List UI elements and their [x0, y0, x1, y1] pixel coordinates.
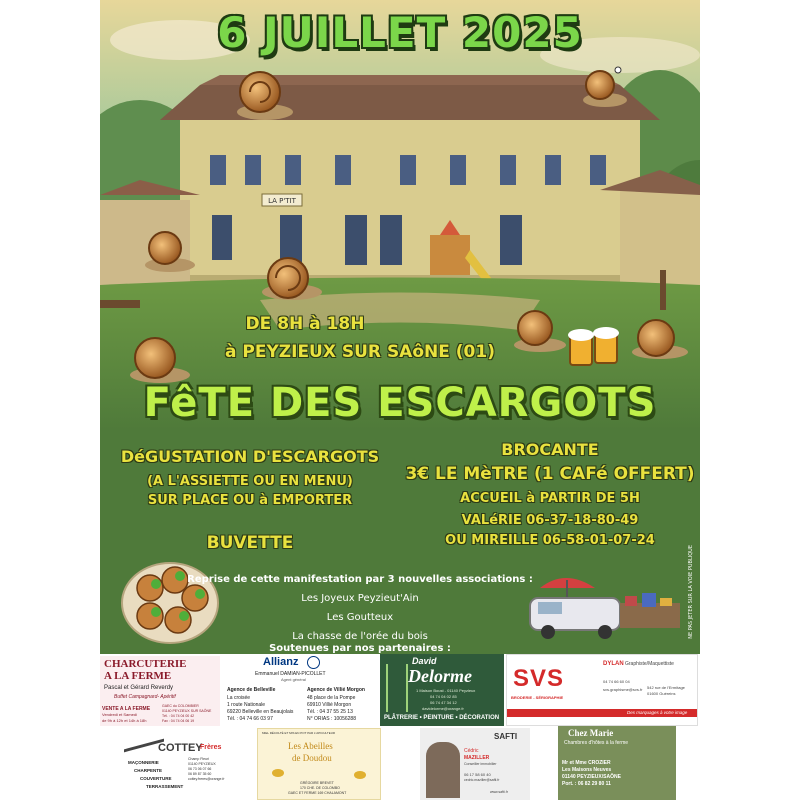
sponsor-abeilles [257, 728, 381, 800]
associations-title: Reprise de cette manifestation par 3 nouvelles associations : [187, 574, 533, 585]
sponsor-name: MAZILLER [464, 755, 490, 761]
degustation-line-1: (A L'ASSIETTE OU EN MENU) [147, 474, 353, 489]
sponsor-line: www.safti.fr [490, 790, 508, 794]
sponsor-line: svs.graphisme@svs.fr [603, 687, 643, 692]
sponsor-line: davidelorme@orange.fr [422, 706, 464, 711]
sponsor-line: N° ORIAS : 10056288 [307, 716, 356, 722]
sponsor-line: Chambres d'hôtes à la ferme [564, 740, 629, 746]
sponsor-line: Tél. : 04 74 66 03 97 [227, 716, 273, 722]
building-sign: LA P'TIT [268, 197, 296, 205]
sponsor-line: cottey.freres@orange.fr [188, 777, 225, 781]
sponsor-line: Mr et Mme CROZIER [562, 760, 611, 766]
sponsor-line: GAEC du COLOMBIER [162, 704, 199, 708]
sponsor-line: 170 CHE. DE COLOMBO [300, 786, 340, 790]
sponsor-chez-marie [558, 726, 676, 800]
degustation-title: DéGUSTATION D'ESCARGOTS [120, 447, 380, 466]
sponsor-line: Conseiller immobilier [464, 762, 497, 766]
sponsor-line: 69220 Belleville en Beaujolais [227, 709, 294, 715]
sponsor-name: A LA FERME [104, 670, 172, 682]
sponsor-service: TERRASSEMENT [146, 784, 184, 789]
sponsor-line: GRÉGOIRE BREVET [300, 781, 334, 785]
sponsor-line: VENTE A LA FERME [102, 706, 151, 712]
fence-post [660, 270, 666, 310]
association-item: Les Joyeux Peyzieut'Ain [301, 593, 419, 604]
association-item: La chasse de l'orée du bois [292, 631, 428, 642]
sponsor-line: Agence de Villié Morgon [307, 687, 365, 693]
sponsor-name: Cédric [464, 748, 479, 754]
event-hours: DE 8H à 18H [245, 314, 365, 334]
partners-title: Soutenues par nos partenaires : [269, 643, 451, 654]
sponsor-line: cedric.maziller@safti.fr [464, 778, 500, 782]
sponsor-service: MAÇONNERIE [128, 760, 159, 765]
sponsor-service: COUVERTURE [140, 776, 172, 781]
side-notice: NE PAS JETER SUR LA VOIE PUBLIQUE [688, 545, 694, 639]
sponsor-line: 04 74 66 60 04 [603, 679, 630, 684]
sponsor-line: 01140 PEYZIEUX [188, 762, 216, 766]
sponsor-delorme [380, 654, 504, 726]
sponsor-line: 06 73 06 07 66 [188, 767, 212, 771]
sponsor-logo: SAFTI [494, 732, 518, 741]
sponsor-name: COTTEY [158, 742, 203, 754]
sponsor-name: Chez Marie [568, 728, 614, 738]
sponsor-line: BRODERIE - SÉRIGRAPHIE [511, 695, 564, 700]
sponsor-charcuterie [100, 656, 220, 726]
sponsor-name: de Doudou [292, 753, 332, 763]
sponsor-line: 01600 Guéreins [647, 691, 676, 696]
sponsor-name: Delorme [408, 666, 472, 686]
sponsor-line: 06 17 58 60 40 [464, 772, 491, 777]
sponsor-line: Agent général [281, 677, 306, 682]
sponsor-line: Vendredi et Samedi [102, 712, 137, 717]
sponsor-strip [100, 654, 700, 800]
sponsor-line: 01140 PEYZIEUX SUR SAÔNE [162, 709, 212, 713]
picnic-table [100, 300, 140, 308]
sponsor-line: Les Maisons Neuves [562, 767, 612, 773]
bee-icon [354, 771, 366, 779]
village-scene [100, 0, 700, 430]
sponsor-allianz [223, 654, 375, 726]
sponsor-line: 1 Maison Boust - 01140 Peyzieux [416, 688, 476, 693]
sponsor-service: CHARPENTE [134, 768, 163, 773]
sponsor-name: Frères [200, 744, 222, 751]
sponsor-owners: Pascal et Gérard Reverdy [104, 685, 174, 691]
sponsor-safti [420, 728, 530, 800]
sponsor-line: Graphiste/Maquettiste [625, 661, 674, 667]
event-place: à PEYZIEUX SUR SAôNE (01) [225, 342, 495, 362]
sponsor-line: Tél. : 04 37 55 25 13 [307, 709, 353, 715]
buvette: BUVETTE [206, 533, 294, 553]
sponsor-line: Champ Fleuri [188, 757, 210, 761]
sponsor-line: 1 route Nationale [227, 702, 266, 708]
bee-icon [272, 769, 284, 777]
sponsor-name: David [412, 656, 437, 666]
sponsor-line: Fax : 04 74 04 06 19 [162, 719, 195, 723]
event-date: 6 JUILLET 2025 [217, 8, 583, 57]
sponsor-cottey [122, 736, 232, 798]
sponsor-line: La croisée [227, 695, 251, 701]
sponsor-line: GAEC ET FERME 169 CHALAMONT [288, 791, 347, 795]
sponsor-line: 06 74 47 34 12 [430, 700, 457, 705]
brocante-accueil: ACCUEIL à PARTIR DE 5H [460, 491, 640, 506]
degustation-line-2: SUR PLACE OU à EMPORTER [147, 493, 353, 508]
poster [100, 0, 700, 800]
allianz-logo-icon [307, 656, 320, 669]
ladder-icon [386, 664, 408, 712]
brocante-contact-1: VALéRIE 06-37-18-80-49 [461, 513, 639, 528]
association-item: Les Goutteux [326, 612, 394, 623]
brocante-price: 3€ LE MèTRE (1 CAFé OFFERT) [405, 464, 695, 484]
sponsor-line: 48 place de la Pompe [307, 695, 356, 701]
sponsor-line: 01140 PEYZIEUX/SAÔNE [562, 774, 621, 780]
sponsor-name: Les Abeilles [288, 741, 333, 751]
sponsor-name: CHARCUTERIE [104, 658, 187, 670]
sponsor-name: DYLAN [603, 661, 624, 667]
sponsor-agent: Emmanuel DAMIAN-PICOLLET [255, 671, 326, 677]
sponsor-svs [506, 654, 698, 726]
sponsor-line: de 9h à 12h et 14h à 18h [102, 718, 147, 723]
sponsor-name: Allianz [263, 656, 299, 668]
sponsor-line: PLÂTRERIE • PEINTURE • DÉCORATION [384, 715, 500, 721]
sponsor-line: 542 rue de l'Ermitage [647, 685, 685, 690]
sponsor-logo: SVS [513, 665, 565, 692]
sponsor-line: Port. : 06 82 29 80 11 [562, 781, 611, 787]
sponsor-line: 69910 Villié Morgon [307, 702, 352, 708]
event-title: FêTE DES ESCARGOTS [143, 380, 657, 426]
sponsor-line: 04 74 04 02 85 [430, 694, 457, 699]
sponsor-subtitle: Buffet Campagnard- Apéritif [114, 694, 176, 700]
person-photo [426, 742, 460, 798]
brocante-contact-2: OU MIREILLE 06-58-01-07-24 [445, 533, 655, 548]
sponsor-line: Agence de Belleville [227, 687, 276, 693]
sponsor-line: MIEL RÉCOLTÉ ET MIS EN POT PAR L'APICULTEUR [262, 731, 336, 735]
building [180, 120, 640, 290]
brocante-title: BROCANTE [501, 440, 599, 459]
sponsor-line: 06 89 87 35 60 [188, 772, 212, 776]
sponsor-slogan: Des marquages à votre image [627, 710, 688, 715]
sponsor-line: Tél. : 04 74 04 00 42 [162, 714, 195, 718]
